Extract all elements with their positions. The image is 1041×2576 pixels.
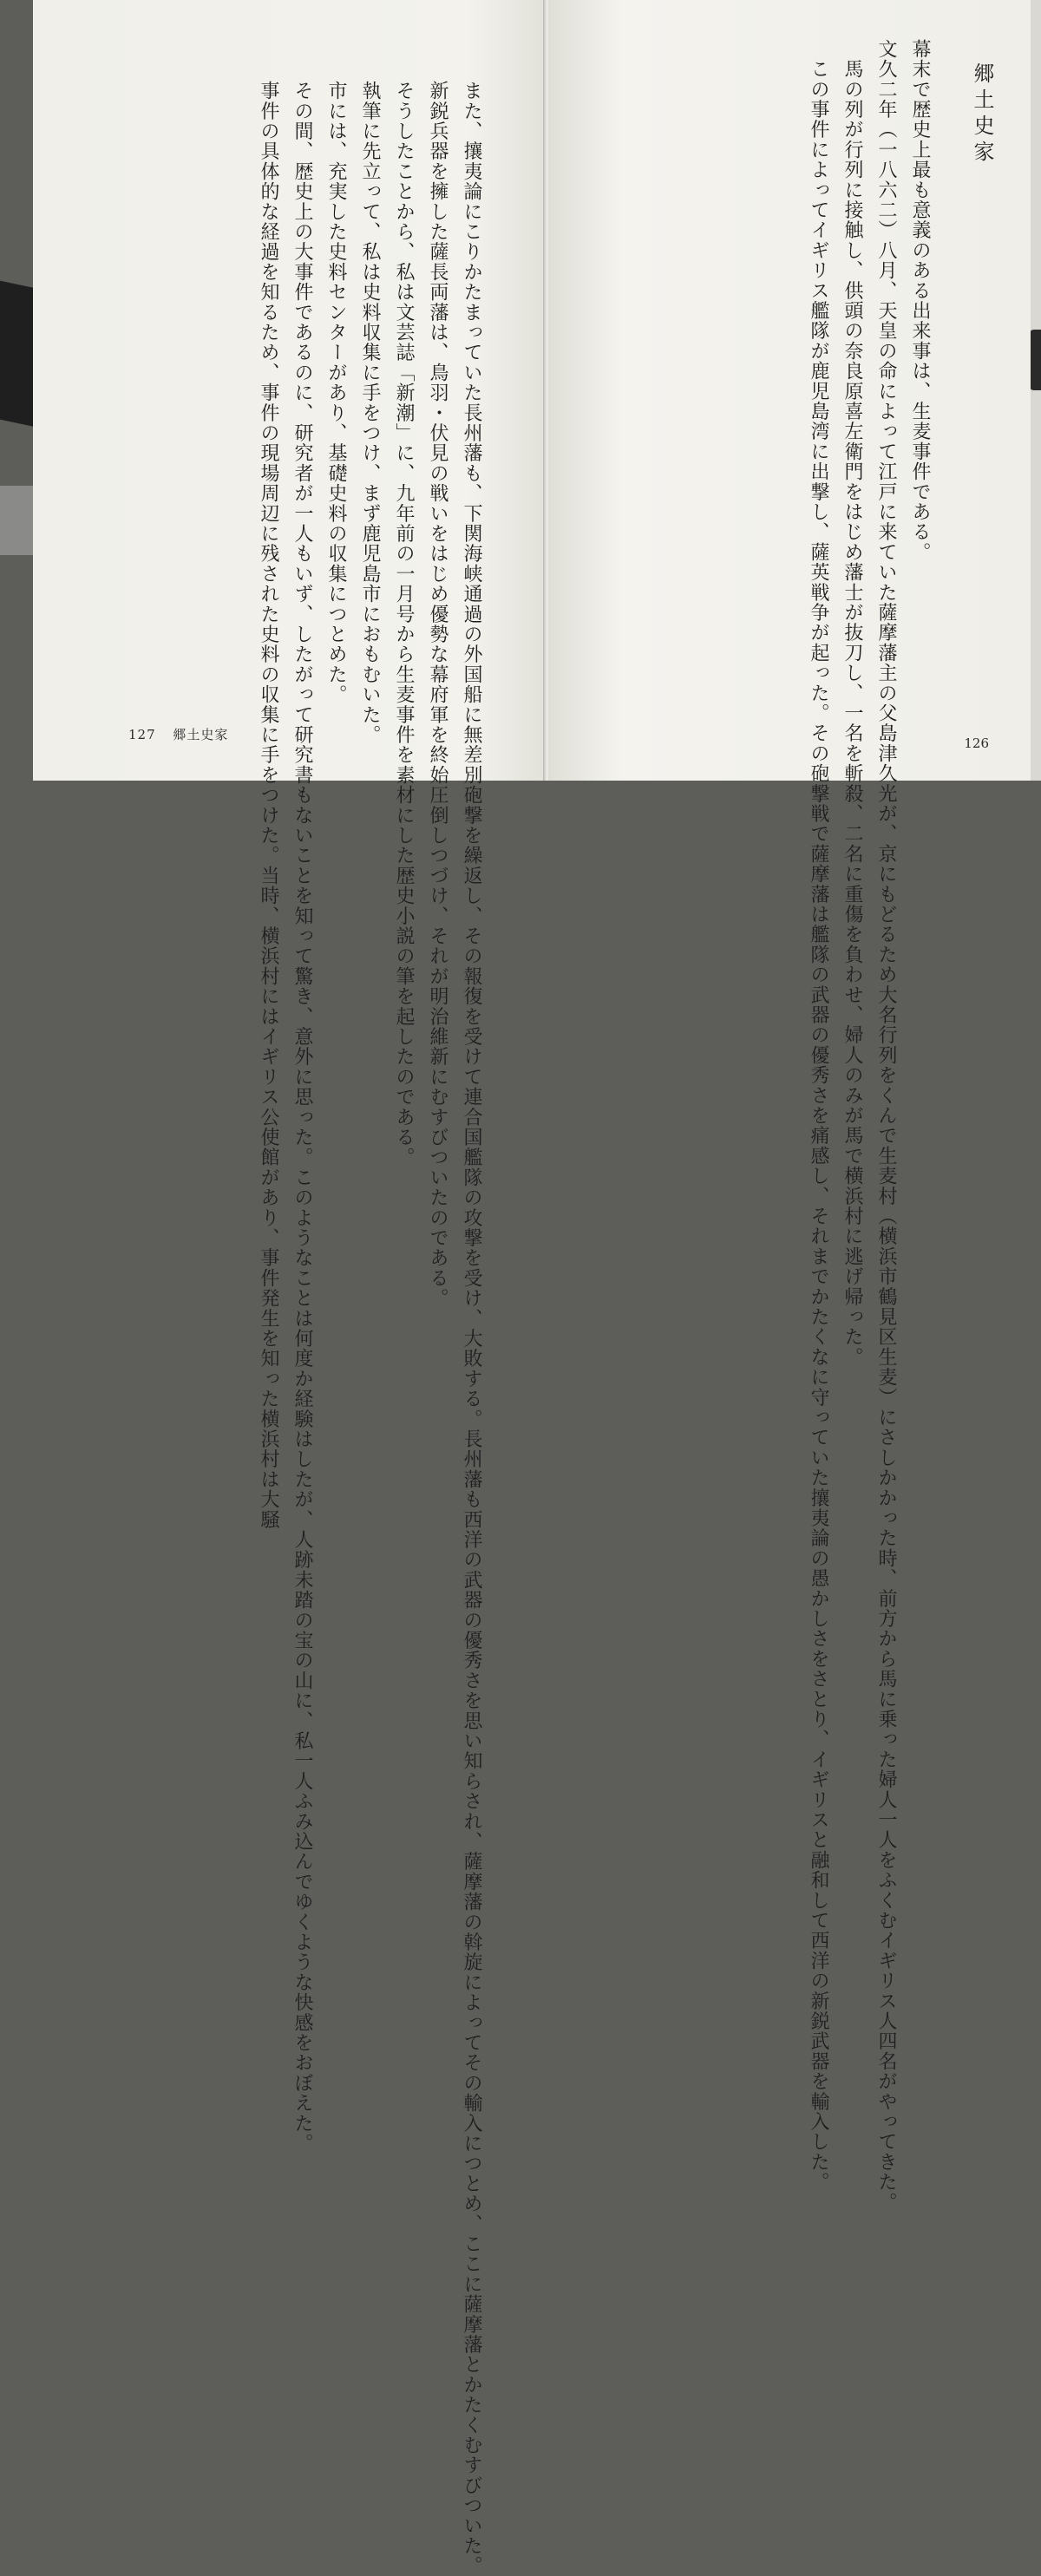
page-number: 127 bbox=[128, 727, 156, 742]
paragraph: また、攘夷論にこりかたまっていた長州藩も、下関海峡通過の外国船に無差別砲撃を繰返し、その報復を受けて連合国艦隊の攻撃を受け、大敗する。長州藩も西洋の武器の優秀さを思い知らされ、薩摩藩の斡旋によってその輸入につとめ、ここに薩摩藩とかたくむすびついた。 bbox=[461, 61, 482, 2576]
paragraph: そうしたことから、私は文芸誌「新潮」に、九年前の一月号から生麦事件を素材にした歴史小説の筆を起したのである。 bbox=[393, 61, 415, 1167]
paragraph: 市には、充実した史料センターがあり、基礎史料の収集につとめた。 bbox=[325, 61, 347, 705]
paragraph: その間、歴史上の大事件であるのに、研究者が一人もいず、したがって研究書もないことを知って驚き、意外に思った。このようなことは何度か経験はしたが、人跡未踏の宝の山に、私一人ふみ込んでゆくような快感をおぼえた。 bbox=[291, 61, 313, 2154]
page-number: 126 bbox=[964, 736, 989, 751]
paragraph: 文久二年（一八六二）八月、天皇の命によって江戸に来ていた薩摩藩主の父島津久光が、京にもどるため大名行列をくんで生麦村（横浜市鶴見区生麦）にさしかかった時、前方から馬に乗った婦人一人をふくむイギリス人四名がやってきた。 bbox=[875, 39, 897, 2213]
paragraph: 新鋭兵器を擁した薩長両藩は、鳥羽・伏見の戦いをはじめ優勢な幕府軍を終始圧倒しつづけ、それが明治維新にむすびついたのである。 bbox=[427, 61, 448, 1309]
background-object bbox=[1029, 330, 1041, 390]
running-title: 郷土史家 bbox=[173, 727, 229, 742]
page-footer bbox=[128, 725, 228, 743]
left-page bbox=[33, 0, 545, 2576]
paragraph: 馬の列が行列に接触し、供頭の奈良原喜左衛門をはじめ藩士が抜刀し、一名を斬殺、二名に重傷を負わせ、婦人のみが馬で横浜村に逃げ帰った。 bbox=[841, 39, 863, 1368]
paragraph: 幕末で歴史上最も意義のある出来事は、生麦事件である。 bbox=[909, 39, 931, 563]
chapter-title: 郷土史家 bbox=[970, 62, 994, 167]
paragraph: 執筆に先立って、私は史料収集に手をつけ、まず鹿児島市におもむいた。 bbox=[359, 61, 381, 745]
paragraph: この事件によってイギリス艦隊が鹿児島湾に出撃し、薩英戦争が起った。その砲撃戦で薩摩藩は艦隊の武器の優秀さを痛感し、それまでかたくなに守っていた攘夷論の愚かしさをさとり、イギリスと融和して西洋の新鋭武器を輸入した。 bbox=[808, 39, 829, 2193]
open-book bbox=[33, 0, 1031, 2576]
background-object bbox=[0, 486, 35, 555]
paragraph: 事件の具体的な経過を知るため、事件の現場周辺に残された史料の収集に手をつけた。当時、横浜村にはイギリス公使館があり、事件発生を知った横浜村は大騒 bbox=[258, 61, 279, 1530]
right-page bbox=[550, 0, 1031, 2213]
left-page-text bbox=[252, 61, 488, 2576]
right-page-text bbox=[802, 39, 937, 2213]
